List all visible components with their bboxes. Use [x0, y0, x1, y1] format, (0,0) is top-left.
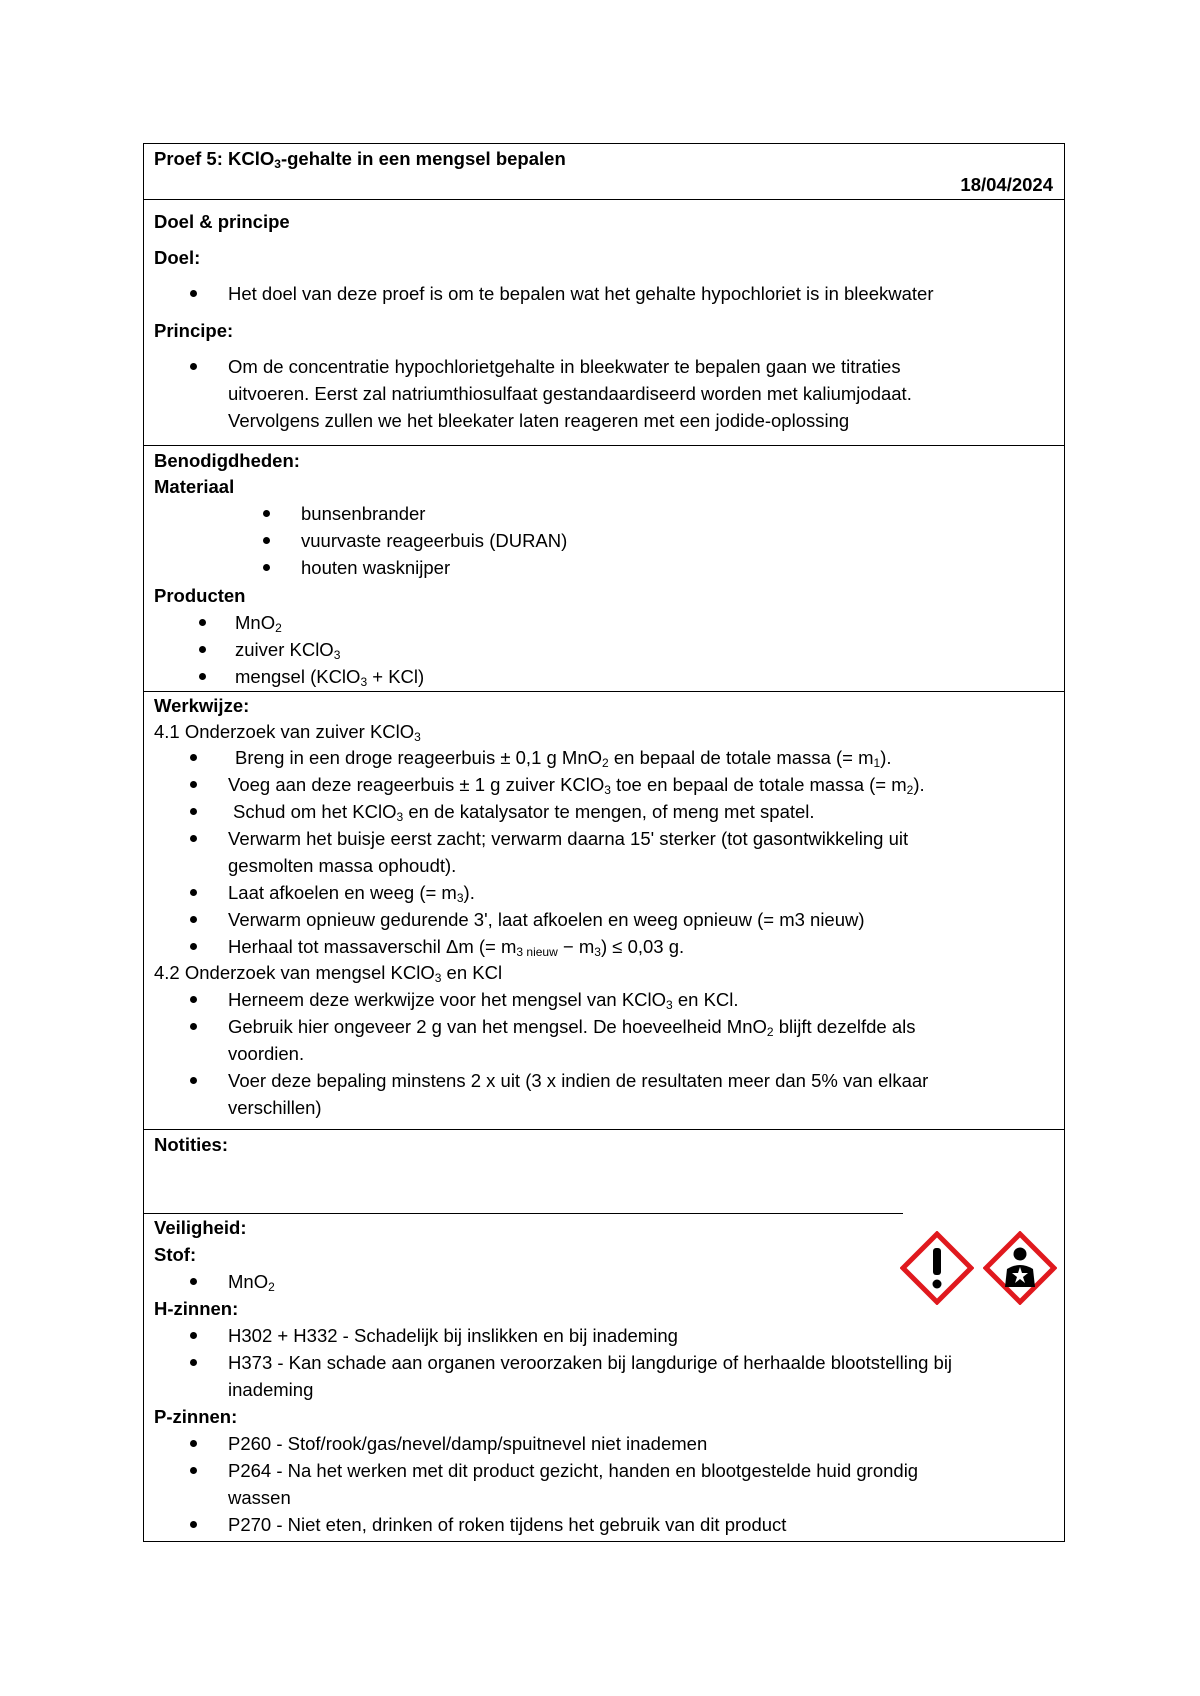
bullet: [263, 510, 270, 517]
principe-text-line: Vervolgens zullen we het bleekater laten reageren met een jodide-oplossing: [228, 410, 850, 431]
stof-label: Stof:: [154, 1244, 197, 1265]
bullet: [190, 916, 197, 923]
bullet: [199, 646, 206, 653]
bullet: [190, 889, 197, 896]
bullet: [190, 996, 197, 1003]
bullet: [190, 754, 197, 761]
product-item: zuiver KClO$_3$: [235, 639, 341, 662]
bullet: [190, 290, 197, 297]
p-zin: P264 - Na het werken met dit product gezicht, handen en blootgestelde huid grondig: [228, 1460, 919, 1481]
h-zin-continued: inademing: [228, 1379, 314, 1400]
bullet: [199, 673, 206, 680]
table-divider: [143, 691, 1065, 692]
werkwijze-step-continued: gesmolten massa ophoudt).: [228, 855, 457, 876]
section-title-notities: Notities:: [154, 1134, 228, 1155]
table-border-top: [143, 143, 1065, 144]
werkwijze-step: Voer deze bepaling minstens 2 x uit (3 x indien de resultaten meer dan 5% van elkaar: [228, 1070, 929, 1091]
h-zinnen-label: H-zinnen:: [154, 1298, 239, 1319]
h-zin: H373 - Kan schade aan organen veroorzaken bij langdurige of herhaalde blootstelling bij: [228, 1352, 953, 1373]
doel-principe-row: [143, 199, 1065, 445]
principe-text-line: Om de concentratie hypochlorietgehalte in bleekwater te bepalen gaan we titraties: [228, 356, 901, 377]
product-item: mengsel (KClO$_3$ + KCl): [235, 666, 425, 689]
notities-row: [143, 1129, 1065, 1213]
werkwijze-step: Voeg aan deze reageerbuis ± 1 g zuiver KClO$_3$ toe en bepaal de totale massa (= $m_2$).: [228, 774, 925, 797]
bullet: [190, 1359, 197, 1366]
p-zin: P260 - Stof/rook/gas/nevel/damp/spuitnevel niet inademen: [228, 1433, 708, 1454]
materiaal-item: vuurvaste reageerbuis (DURAN): [301, 530, 568, 551]
principe-text-line: uitvoeren. Eerst zal natriumthiosulfaat gestandaardiseerd worden met kaliumjodaat.: [228, 383, 912, 404]
bullet: [199, 619, 206, 626]
bullet: [190, 835, 197, 842]
document-date: 18/04/2024: [960, 174, 1053, 195]
p-zin: P270 - Niet eten, drinken of roken tijdens het gebruik van dit product: [228, 1514, 787, 1535]
doel-item: Het doel van deze proef is om te bepalen wat het gehalte hypochloriet is in bleekwater: [228, 283, 934, 304]
health-hazard-ghs08-icon: [983, 1231, 1057, 1305]
exclamation-mark-ghs07-icon: [900, 1231, 974, 1305]
materiaal-label: Materiaal: [154, 476, 235, 497]
bullet: [190, 808, 197, 815]
table-border-bottom: [143, 1541, 1065, 1542]
section-title-veiligheid: Veiligheid:: [154, 1217, 247, 1238]
werkwijze-step: Breng in een droge reageerbuis ± 0,1 g MnO$_2$ en bepaal de totale massa (= $m_1$).: [235, 747, 892, 770]
bullet: [190, 1521, 197, 1528]
page-title: Proef 5: KClO$_3$-gehalte in een mengsel bepalen: [154, 148, 566, 171]
werkwijze-step: Herhaal tot massaverschil Δm (= $m_{3 nieuw} - m_3) \le 0,03$ g.: [228, 936, 685, 959]
p-zin-continued: wassen: [228, 1487, 291, 1508]
bullet: [263, 537, 270, 544]
stof-item: MnO$_2$: [228, 1271, 275, 1294]
bullet: [190, 1440, 197, 1447]
bullet: [190, 1278, 197, 1285]
table-divider: [143, 1129, 1065, 1130]
bullet: [263, 564, 270, 571]
bullet: [190, 781, 197, 788]
werkwijze-step: Schud om het KClO$_3$ en de katalysator te mengen, of meng met spatel.: [233, 801, 815, 824]
werkwijze-step: Verwarm het buisje eerst zacht; verwarm daarna 15' sterker (tot gasontwikkeling uit: [228, 828, 909, 849]
producten-label: Producten: [154, 585, 246, 606]
werkwijze-step: Verwarm opnieuw gedurende 3', laat afkoelen en weeg opnieuw (= m3 nieuw): [228, 909, 865, 930]
bullet: [190, 1467, 197, 1474]
subheading-4-2: 4.2 Onderzoek van mengsel KClO$_3$ en KCl: [154, 962, 503, 985]
table-divider: [143, 199, 1065, 200]
principe-label: Principe:: [154, 320, 234, 341]
werkwijze-step-continued: verschillen): [228, 1097, 322, 1118]
werkwijze-step: Laat afkoelen en weeg (= $m_3$).: [228, 882, 475, 905]
materiaal-item: bunsenbrander: [301, 503, 426, 524]
materiaal-item: houten wasknijper: [301, 557, 451, 578]
section-title-benodigdheden: Benodigdheden:: [154, 450, 300, 471]
werkwijze-step: Gebruik hier ongeveer 2 g van het mengsel. De hoeveelheid MnO$_2$ blijft dezelfde als: [228, 1016, 916, 1039]
subheading-4-1: 4.1 Onderzoek van zuiver KClO$_3$: [154, 721, 421, 744]
bullet: [190, 1077, 197, 1084]
section-title-doel-principe: Doel & principe: [154, 211, 290, 232]
bullet: [190, 943, 197, 950]
bullet: [190, 1332, 197, 1339]
doel-label: Doel:: [154, 247, 201, 268]
bullet: [190, 363, 197, 370]
bullet: [190, 1023, 197, 1030]
h-zin: H302 + H332 - Schadelijk bij inslikken en bij inademing: [228, 1325, 678, 1346]
product-item: MnO$_2$: [235, 612, 282, 635]
table-divider-partial: [143, 1213, 903, 1214]
werkwijze-step: Herneem deze werkwijze voor het mengsel van KClO$_3$ en KCl.: [228, 989, 739, 1012]
werkwijze-step-continued: voordien.: [228, 1043, 305, 1064]
section-title-werkwijze: Werkwijze:: [154, 695, 250, 716]
table-divider: [143, 445, 1065, 446]
p-zinnen-label: P-zinnen:: [154, 1406, 238, 1427]
